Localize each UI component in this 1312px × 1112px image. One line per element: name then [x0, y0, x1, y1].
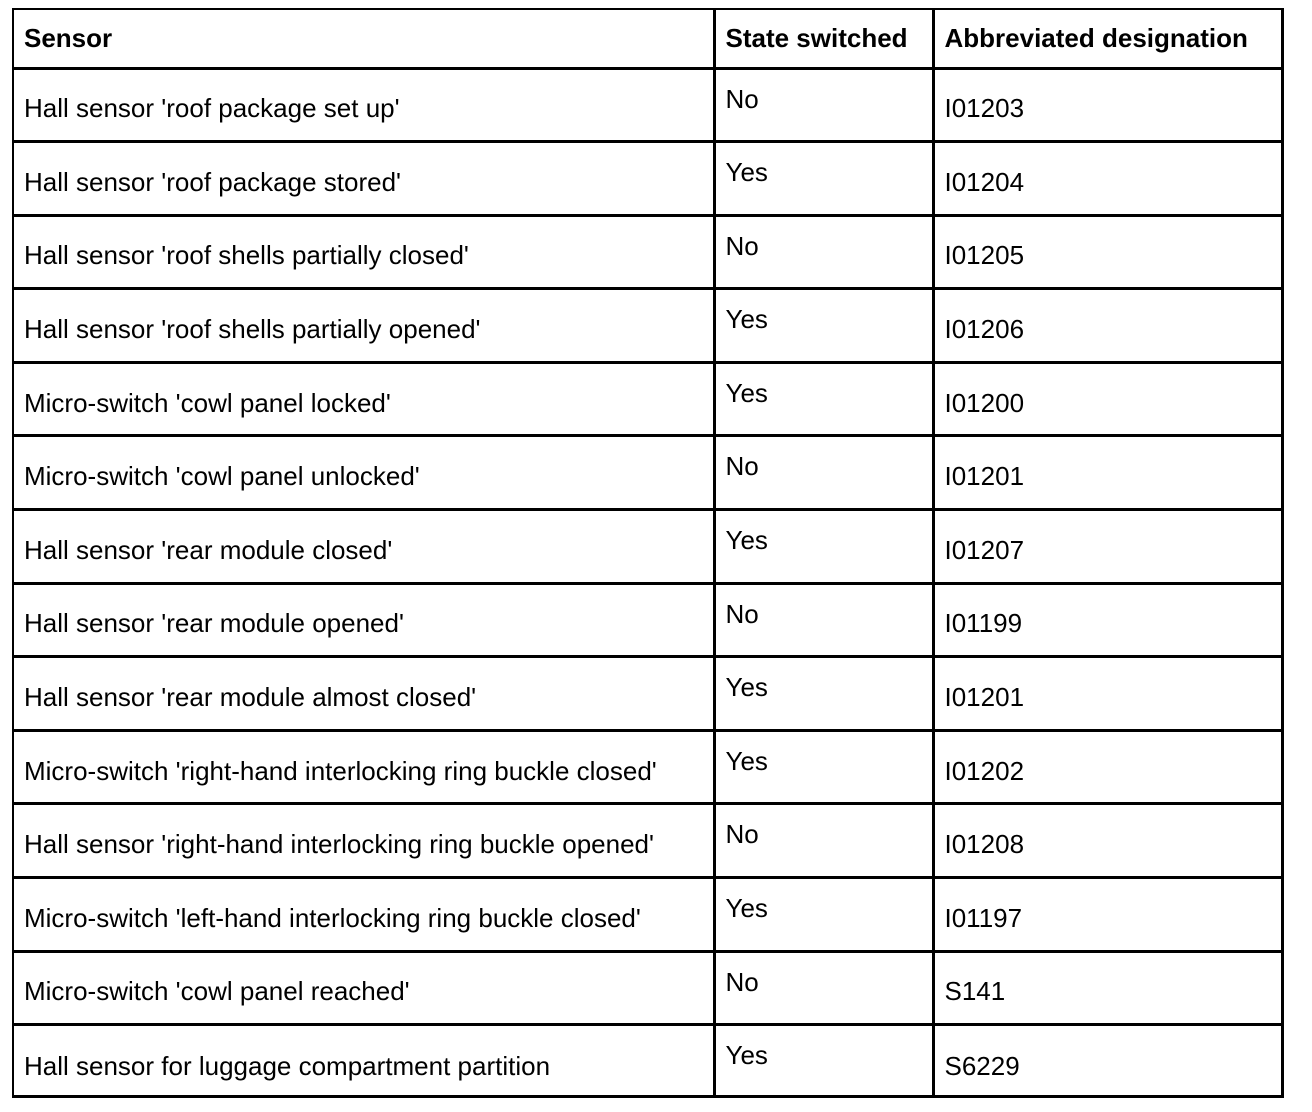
state-switched-cell: Yes	[714, 878, 933, 952]
sensor-cell: Hall sensor 'roof shells partially opened'	[14, 289, 714, 363]
state-switched-cell: No	[714, 436, 933, 510]
sensor-cell: Micro-switch 'cowl panel locked'	[14, 362, 714, 436]
state-switched-cell: No	[714, 215, 933, 289]
table-row	[14, 289, 1281, 363]
sensor-cell: Hall sensor 'right-hand interlocking ring buckle opened'	[14, 804, 714, 878]
table-row	[14, 804, 1281, 878]
abbreviated-designation-cell: S141	[933, 951, 1281, 1025]
abbreviated-designation-cell: I01208	[933, 804, 1281, 878]
table-row	[14, 510, 1281, 584]
sensor-table-grid	[14, 10, 1281, 1098]
sensor-cell: Micro-switch 'right-hand interlocking ring buckle closed'	[14, 730, 714, 804]
table-row	[14, 878, 1281, 952]
table-row	[14, 215, 1281, 289]
abbreviated-designation-cell: I01201	[933, 657, 1281, 731]
state-switched-cell: Yes	[714, 730, 933, 804]
abbreviated-designation-cell: I01204	[933, 142, 1281, 216]
sensor-cell: Micro-switch 'cowl panel reached'	[14, 951, 714, 1025]
abbreviated-designation-cell: I01205	[933, 215, 1281, 289]
abbreviated-designation-cell: I01201	[933, 436, 1281, 510]
header-sensor: Sensor	[14, 10, 714, 68]
state-switched-cell: Yes	[714, 142, 933, 216]
header-row	[14, 10, 1281, 68]
table-row	[14, 657, 1281, 731]
table-row	[14, 951, 1281, 1025]
state-switched-cell: Yes	[714, 657, 933, 731]
header-state-switched: State switched	[714, 10, 933, 68]
table-row	[14, 730, 1281, 804]
state-switched-cell: No	[714, 68, 933, 142]
abbreviated-designation-cell: S6229	[944, 1050, 1020, 1081]
abbreviated-designation-cell: I01202	[933, 730, 1281, 804]
table-row	[14, 142, 1281, 216]
abbreviated-designation-cell: I01206	[933, 289, 1281, 363]
state-switched-cell: No	[714, 804, 933, 878]
abbreviated-designation-cell: I01199	[933, 583, 1281, 657]
state-switched-cell: Yes	[714, 289, 933, 363]
sensor-cell: Hall sensor 'roof shells partially closed'	[14, 215, 714, 289]
abbreviated-designation-cell: I01200	[933, 362, 1281, 436]
table-row	[14, 68, 1281, 142]
sensor-table	[12, 8, 1284, 1098]
sensor-cell: Hall sensor 'rear module closed'	[14, 510, 714, 584]
state-switched-cell: No	[714, 951, 933, 1025]
state-switched-cell: Yes	[714, 510, 933, 584]
sensor-cell: Hall sensor 'rear module almost closed'	[14, 657, 714, 731]
table-row	[14, 583, 1281, 657]
abbreviated-designation-cell: I01207	[933, 510, 1281, 584]
sensor-cell: Hall sensor for luggage compartment partition	[14, 1025, 714, 1099]
sensor-cell: Micro-switch 'cowl panel unlocked'	[14, 436, 714, 510]
sensor-cell: Hall sensor 'rear module opened'	[14, 583, 714, 657]
table-row	[14, 362, 1281, 436]
table-row	[14, 436, 1281, 510]
state-switched-cell: Yes	[714, 362, 933, 436]
abbreviated-designation-cell: I01203	[933, 68, 1281, 142]
table-row	[14, 1025, 1281, 1099]
sensor-cell: Micro-switch 'left-hand interlocking ring buckle closed'	[14, 878, 714, 952]
abbreviated-designation-cell: I01197	[933, 878, 1281, 952]
state-switched-cell: No	[714, 583, 933, 657]
state-switched-cell: Yes	[714, 1025, 933, 1099]
header-abbreviated-designation: Abbreviated designation	[933, 10, 1281, 68]
sensor-cell: Hall sensor 'roof package set up'	[14, 68, 714, 142]
sensor-cell: Hall sensor 'roof package stored'	[14, 142, 714, 216]
